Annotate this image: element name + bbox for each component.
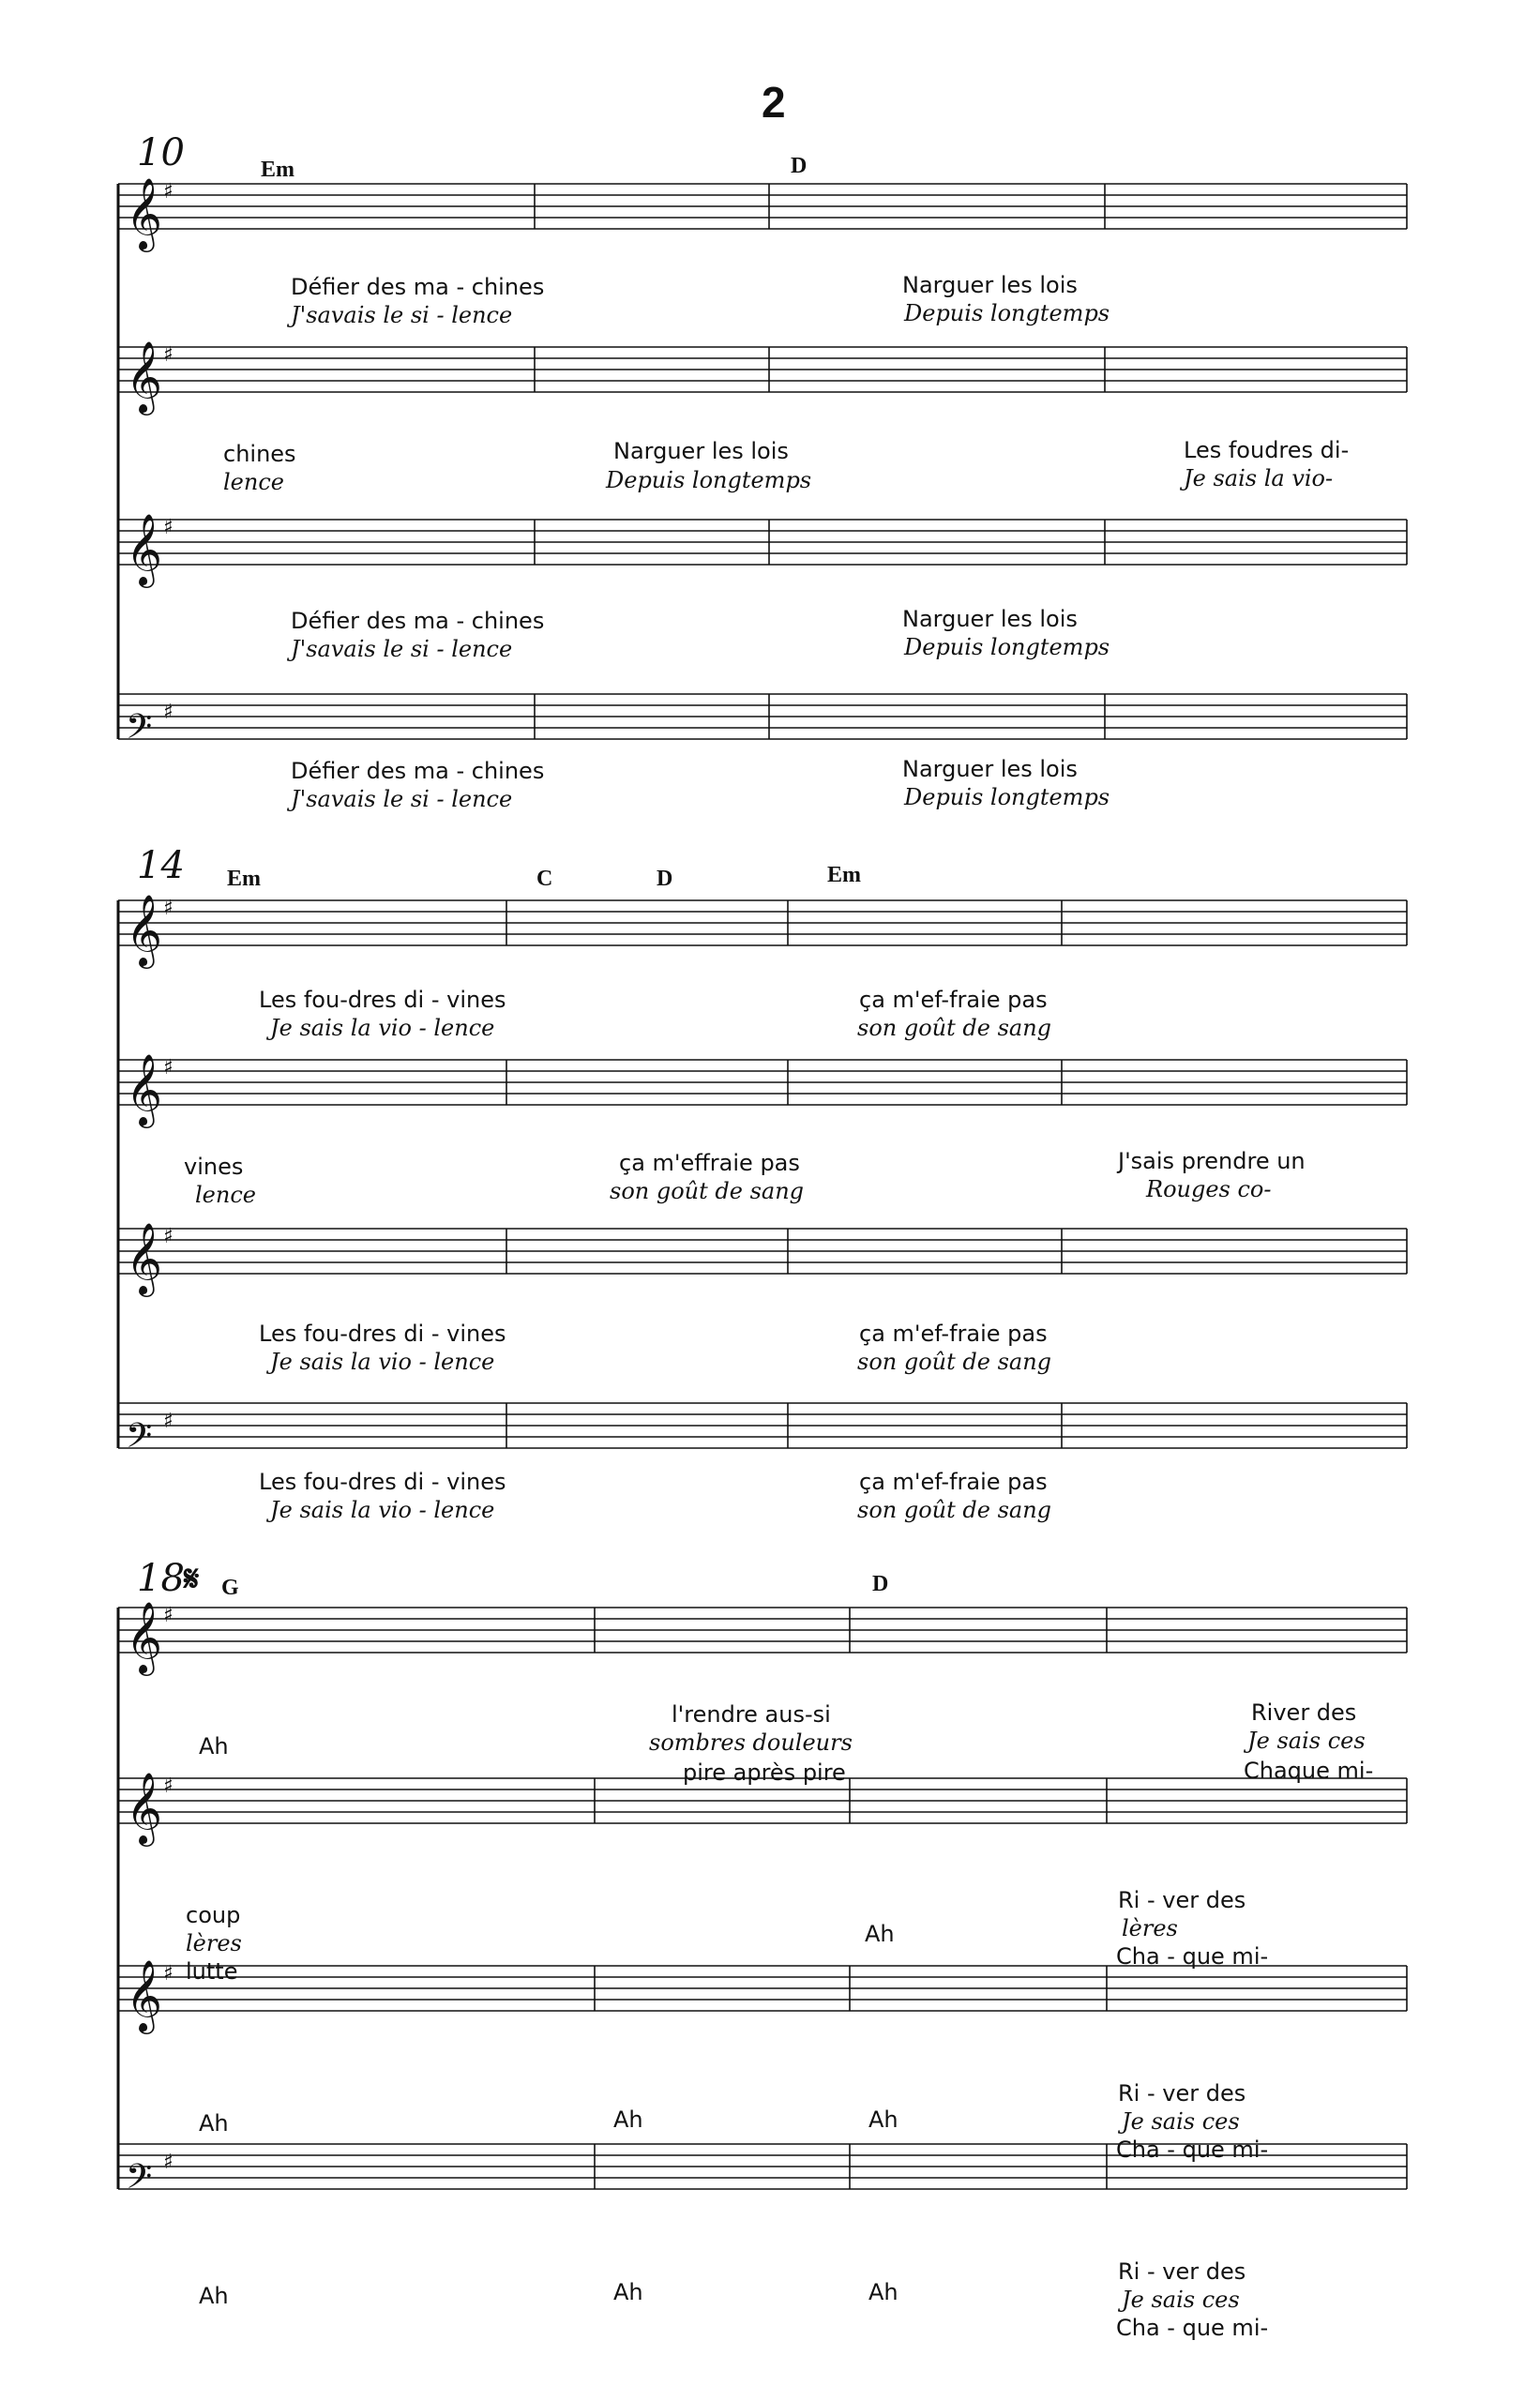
lyric-line-italic: sombres douleurs (649, 1729, 853, 1756)
lyric-line: l'rendre aus-si (672, 1701, 831, 1728)
treble-clef-icon: 𝄞 (126, 1601, 163, 1673)
lyric-line-italic: lères (186, 1930, 242, 1956)
sharp-icon: ♯ (163, 1056, 174, 1080)
lyric-line-italic: Je sais ces (1122, 2287, 1240, 2313)
treble-clef-icon: 𝄞 (126, 513, 163, 585)
lyric-line: Les fou-dres di - vines (259, 1321, 506, 1347)
bass-clef-icon: 𝄢 (126, 1416, 153, 1464)
lyric-line: lutte (186, 1958, 238, 1985)
chord-symbol: Em (227, 867, 261, 891)
sharp-icon: ♯ (163, 516, 174, 540)
sharp-icon: ♯ (163, 2151, 174, 2174)
lyric-line-italic: J'savais le si - lence (291, 786, 513, 812)
lyric-line: vines (184, 1154, 244, 1180)
chord-symbol: G (221, 1576, 239, 1600)
treble-clef-icon: 𝄞 (126, 1222, 163, 1294)
sharp-icon: ♯ (163, 1604, 174, 1628)
lyric-line: ça m'ef-fraie pas (859, 987, 1048, 1013)
treble-clef-icon: 𝄞 (126, 894, 163, 966)
lyric-line: River des (1251, 1699, 1357, 1726)
lyric-line: Narguer les lois (902, 756, 1078, 782)
treble-clef-icon: 𝄞 (126, 1959, 163, 2031)
lyric-line-italic: J'savais le si - lence (291, 636, 513, 662)
lyric-line-italic: son goût de sang (857, 1349, 1052, 1375)
bass-clef-icon: 𝄢 (126, 2157, 153, 2205)
lyric-line-italic: lères (1122, 1915, 1178, 1941)
lyric-line: Cha - que mi- (1116, 1943, 1269, 1970)
lyric-line-italic: Je sais ces (1122, 2108, 1240, 2135)
lyric-line-italic: Rouges co- (1146, 1176, 1272, 1202)
lyric-line: Ah (868, 2279, 898, 2305)
lyric-line: coup (186, 1902, 241, 1928)
lyric-line-italic: Je sais la vio - lence (270, 1497, 495, 1523)
bass-clef-icon: 𝄢 (126, 707, 153, 755)
lyric-line: Cha - que mi- (1116, 2137, 1269, 2163)
lyric-line: Ah (199, 2283, 229, 2309)
treble-clef-icon: 𝄞 (126, 340, 163, 413)
measure-number-14: 14 (137, 844, 185, 887)
chord-symbol: D (657, 867, 673, 891)
lyric-line: Les foudres di- (1184, 437, 1350, 463)
lyric-line-italic: lence (195, 1182, 256, 1208)
sharp-icon: ♯ (163, 1774, 174, 1799)
treble-clef-icon: 𝄞 (126, 1053, 163, 1125)
sharp-icon: ♯ (163, 701, 174, 724)
lyric-line: Ah (199, 2110, 229, 2137)
lyric-line: Les fou-dres di - vines (259, 987, 506, 1013)
chord-symbol: C (536, 867, 553, 891)
lyric-line: Ah (199, 1733, 229, 1759)
lyric-line: Ah (613, 2279, 643, 2305)
lyric-line-italic: lence (223, 469, 284, 495)
chord-symbol: D (872, 1572, 889, 1596)
measure-number-10: 10 (137, 131, 185, 174)
lyric-line-italic: Je sais la vio - lence (270, 1349, 495, 1375)
lyric-line: Défier des ma - chines (291, 758, 545, 784)
lyric-line: Ah (865, 1921, 895, 1947)
lyric-line-italic: J'savais le si - lence (291, 302, 513, 328)
sharp-icon: ♯ (163, 343, 174, 368)
page-number: 2 (762, 78, 786, 127)
lyric-line-italic: Depuis longtemps (606, 467, 812, 493)
sharp-icon: ♯ (163, 1410, 174, 1433)
sharp-icon: ♯ (163, 1225, 174, 1249)
lyric-line: ça m'effraie pas (619, 1150, 800, 1176)
lyric-line: Ri - ver des (1118, 1887, 1246, 1913)
lyric-line-italic: son goût de sang (857, 1497, 1052, 1523)
lyric-line-italic: son goût de sang (610, 1178, 805, 1204)
treble-clef-icon: 𝄞 (126, 1772, 163, 1844)
segno-icon: 𝄋 (184, 1557, 200, 1599)
chord-symbol: Em (827, 863, 861, 887)
lyric-line: chines (223, 441, 296, 467)
lyric-line: Ri - ver des (1118, 2258, 1246, 2285)
lyric-line: Défier des ma - chines (291, 608, 545, 634)
lyric-line: J'sais prendre un (1118, 1148, 1306, 1174)
lyric-line: Ah (613, 2107, 643, 2133)
lyric-line-italic: Je sais la vio - lence (270, 1015, 495, 1041)
chord-symbol: Em (261, 158, 294, 182)
sharp-icon: ♯ (163, 180, 174, 204)
lyric-line: Ri - ver des (1118, 2080, 1246, 2107)
lyric-line: Ah (868, 2107, 898, 2133)
lyric-line: Narguer les lois (902, 606, 1078, 632)
lyric-line-italic: Depuis longtemps (904, 300, 1110, 326)
lyric-line: ça m'ef-fraie pas (859, 1469, 1048, 1495)
lyric-line: ça m'ef-fraie pas (859, 1321, 1048, 1347)
lyric-line-italic: Depuis longtemps (904, 784, 1110, 810)
lyric-line: Narguer les lois (613, 438, 789, 464)
lyric-line-italic: Depuis longtemps (904, 634, 1110, 660)
treble-clef-icon: 𝄞 (126, 177, 163, 249)
lyric-line: Cha - que mi- (1116, 2315, 1269, 2341)
lyric-line: Les fou-dres di - vines (259, 1469, 506, 1495)
chord-symbol: D (791, 154, 808, 178)
lyric-line: Narguer les lois (902, 272, 1078, 298)
measure-number-18: 18 (137, 1557, 185, 1600)
sharp-icon: ♯ (163, 1962, 174, 1986)
lyric-line-italic: Je sais ces (1247, 1728, 1366, 1754)
lyric-line-italic: Je sais la vio- (1184, 465, 1334, 491)
lyric-line: pire après pire (683, 1759, 846, 1786)
lyric-line-italic: son goût de sang (857, 1015, 1052, 1041)
lyric-line: Défier des ma - chines (291, 274, 545, 300)
lyric-line: Chaque mi- (1244, 1758, 1374, 1784)
sharp-icon: ♯ (163, 897, 174, 921)
